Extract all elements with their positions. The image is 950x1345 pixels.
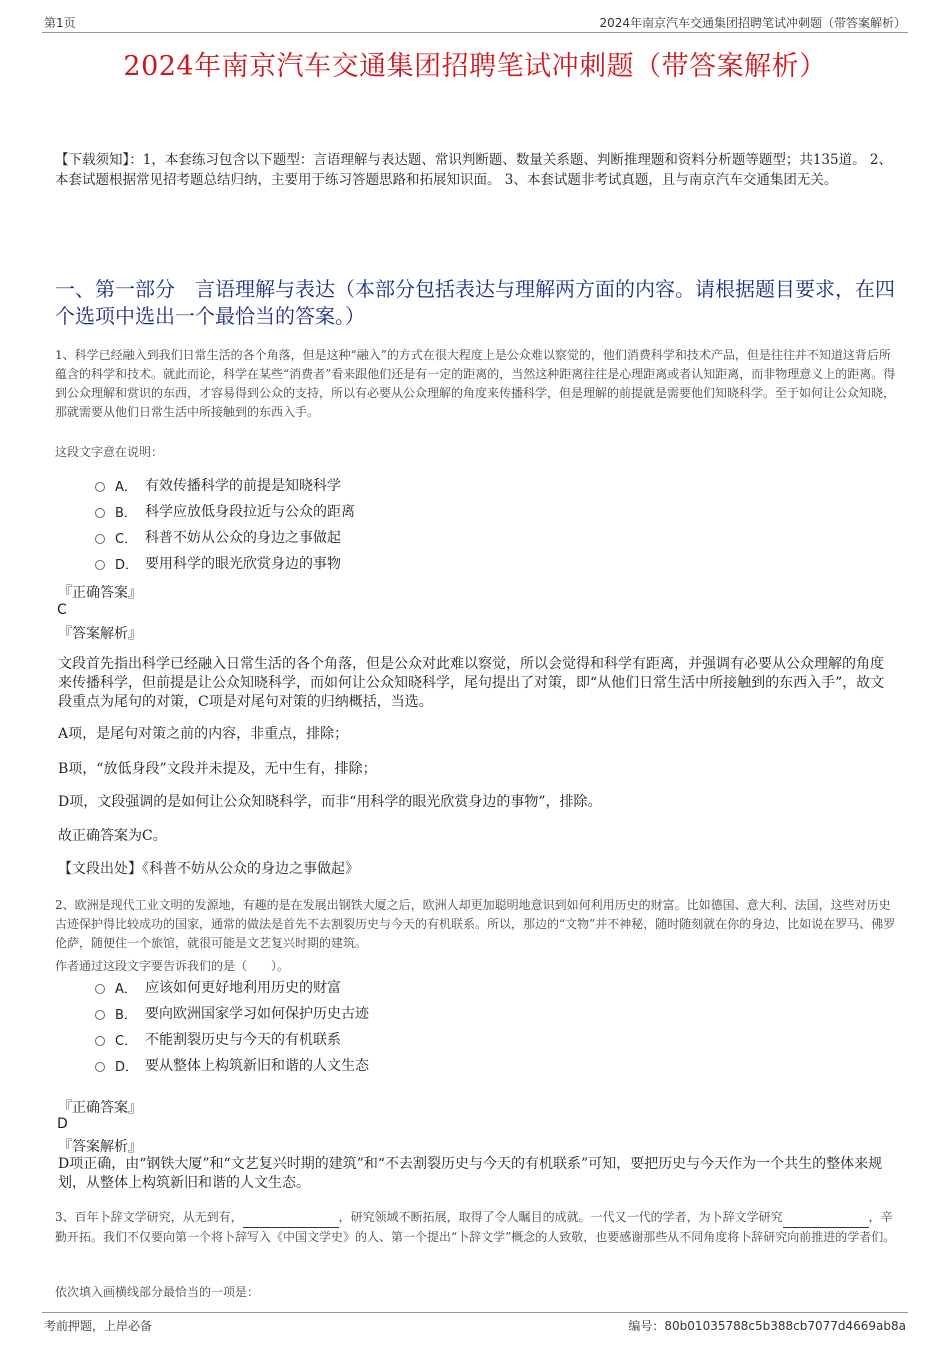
q1-conclusion: 故正确答案为C。 bbox=[58, 828, 167, 844]
option-text: 要从整体上构筑新旧和谐的人文生态 bbox=[145, 1058, 369, 1074]
footer-doc-id: 编号：80b01035788c5b388cb7077d4669ab8a bbox=[628, 1319, 906, 1333]
question-2-text: 2、欧洲是现代工业文明的发源地，有趣的是在发展出钢铁大厦之后，欧洲人却更加聪明地意识到如何利用历史的财富。比如德国、意大利、法国，这些对历史古迹保护得比较成功的国家，通常的做法是首先不去割裂历史与今天的有机联系。所以，那边的“文物”并不神秘，随时随刻就在你的身边，比如说在罗马、佛罗伦萨，随便住一个旅馆，就很可能是文艺复兴时期的建筑。 bbox=[55, 898, 896, 950]
q1-answer: C bbox=[57, 602, 67, 618]
q2-analysis-label: 『答案解析』 bbox=[58, 1139, 142, 1155]
q1-analysis-main: 文段首先指出科学已经融入日常生活的各个角落，但是公众对此难以察觉，所以会觉得和科学有距离，并强调有必要从公众理解的角度来传播科学，但前提是让公众知晓科学，而如何让公众知晓科学，尾句提出了对策，即“从他们日常生活中所接触到的东西入手”，故文段重点为尾句的对策，C项是对尾句对策的归纳概括，当选。 bbox=[58, 656, 885, 710]
option-letter: B． bbox=[115, 1007, 137, 1023]
q1-analysis-label: 『答案解析』 bbox=[58, 626, 142, 642]
option-text: 科学应放低身段拉近与公众的距离 bbox=[145, 504, 355, 520]
option-letter: D． bbox=[115, 1059, 139, 1075]
q3-blank-1 bbox=[243, 1208, 339, 1228]
radio-icon[interactable] bbox=[95, 508, 105, 518]
option-letter: C． bbox=[115, 531, 138, 547]
radio-icon[interactable] bbox=[95, 1062, 105, 1072]
footer-slogan: 考前押题，上岸必备 bbox=[44, 1319, 153, 1333]
option-letter: D． bbox=[115, 557, 139, 573]
radio-icon[interactable] bbox=[95, 560, 105, 570]
q2-option-d[interactable] bbox=[95, 1052, 595, 1078]
q1-correct-answer-label: 『正确答案』 bbox=[58, 585, 142, 601]
q2-option-b[interactable] bbox=[95, 1000, 595, 1026]
option-text: 要用科学的眼光欣赏身边的事物 bbox=[145, 556, 341, 572]
radio-icon[interactable] bbox=[95, 1010, 105, 1020]
option-text: 有效传播科学的前提是知晓科学 bbox=[145, 478, 341, 494]
question-1-options bbox=[95, 472, 595, 576]
radio-icon[interactable] bbox=[95, 984, 105, 994]
header-doc-title: 2024年南京汽车交通集团招聘笔试冲刺题（带答案解析） bbox=[599, 16, 906, 30]
page-number: 第1页 bbox=[44, 16, 76, 30]
page-footer bbox=[42, 1312, 908, 1335]
q2-option-a[interactable] bbox=[95, 974, 595, 1000]
q3-text-part2: ，研究领域不断拓展，取得了令人瞩目的成就。一代又一代的学者，为卜辞文学研究 bbox=[338, 1210, 783, 1224]
q2-option-c[interactable] bbox=[95, 1026, 595, 1052]
option-letter: A． bbox=[115, 479, 137, 495]
question-3-prompt: 依次填入画横线部分最恰当的一项是： bbox=[55, 1285, 260, 1299]
q2-answer: D bbox=[57, 1116, 68, 1132]
q1-analysis-a: A项，是尾句对策之前的内容，非重点，排除； bbox=[58, 726, 349, 742]
option-letter: C． bbox=[115, 1033, 138, 1049]
q1-option-a[interactable] bbox=[95, 472, 595, 498]
radio-icon[interactable] bbox=[95, 1036, 105, 1046]
option-text: 科普不妨从公众的身边之事做起 bbox=[145, 530, 341, 546]
q1-option-b[interactable] bbox=[95, 498, 595, 524]
question-3-text bbox=[55, 1208, 900, 1247]
radio-icon[interactable] bbox=[95, 482, 105, 492]
question-2-prompt: 作者通过这段文字要告诉我们的是（ ）。 bbox=[55, 959, 290, 973]
download-notice: 【下载须知】：1，本套练习包含以下题型：言语理解与表达题、常识判断题、数量关系题、判断推理题和资料分析题等题型；共135道。 2、本套试题根据常见招考题总结归纳，主要用于练习答题思路和拓展知识面。 3、本套试题非考试真题，且与南京汽车交通集团无关。 bbox=[55, 152, 892, 188]
option-letter: A． bbox=[115, 981, 137, 997]
q2-correct-answer-label: 『正确答案』 bbox=[58, 1100, 142, 1116]
option-text: 要向欧洲国家学习如何保护历史古迹 bbox=[145, 1006, 369, 1022]
question-1-prompt: 这段文字意在说明： bbox=[55, 445, 164, 459]
page-header bbox=[42, 12, 908, 33]
q1-option-d[interactable] bbox=[95, 550, 595, 576]
q2-analysis: D项正确，由“钢铁大厦”和“文艺复兴时期的建筑”和“不去割裂历史与今天的有机联系”可知，要把历史与今天作为一个共生的整体来规划，从整体上构筑新旧和谐的人文生态。 bbox=[58, 1156, 883, 1191]
radio-icon[interactable] bbox=[95, 534, 105, 544]
q3-text-part1: 3、百年卜辞文学研究，从无到有， bbox=[55, 1210, 243, 1224]
q1-analysis-d: D项，文段强调的是如何让公众知晓科学，而非“用科学的眼光欣赏身边的事物”，排除。 bbox=[58, 794, 602, 810]
question-1-text: 1、科学已经融入到我们日常生活的各个角落，但是这种“融入”的方式在很大程度上是公众难以察觉的，他们消费科学和技术产品，但是往往并不知道这背后所蕴含的科学和技术。就此而论，科学在某些“消费者”看来跟他们还是有一定的距离的，当然这种距离往往是心理距离或者认知距离，而非物理意义上的距离。得到公众理解和赏识的东西，才容易得到公众的支持，所以有必要从公众理解的角度来传播科学，但是理解的前提就是需要他们知晓科学。至于如何让公众知晓，那就需要从他们日常生活中所接触到的东西入手。 bbox=[55, 348, 896, 419]
q3-text-part3: ，辛勤开拓。我们不仅要向第一个将卜辞写入《中国文学史》的人、第一个提出“卜辞文学”概念的人致敬，也要感谢那些从不同角度将卜辞研究向前推进的学者们。 bbox=[55, 1210, 896, 1244]
q1-option-c[interactable] bbox=[95, 524, 595, 550]
option-text: 应该如何更好地利用历史的财富 bbox=[145, 980, 341, 996]
page-title: 2024年南京汽车交通集团招聘笔试冲刺题（带答案解析） bbox=[123, 51, 827, 82]
section-heading: 一、第一部分 言语理解与表达（本部分包括表达与理解两方面的内容。请根据题目要求，在四个选项中选出一个最恰当的答案。） bbox=[55, 277, 895, 328]
q1-source: 【文段出处】《科普不妨从公众的身边之事做起》 bbox=[58, 861, 359, 877]
q1-analysis-b: B项，“放低身段”文段并未提及，无中生有，排除； bbox=[58, 761, 377, 777]
question-2-options bbox=[95, 974, 595, 1078]
q3-blank-2 bbox=[783, 1208, 869, 1228]
option-text: 不能割裂历史与今天的有机联系 bbox=[145, 1032, 341, 1048]
option-letter: B． bbox=[115, 505, 137, 521]
